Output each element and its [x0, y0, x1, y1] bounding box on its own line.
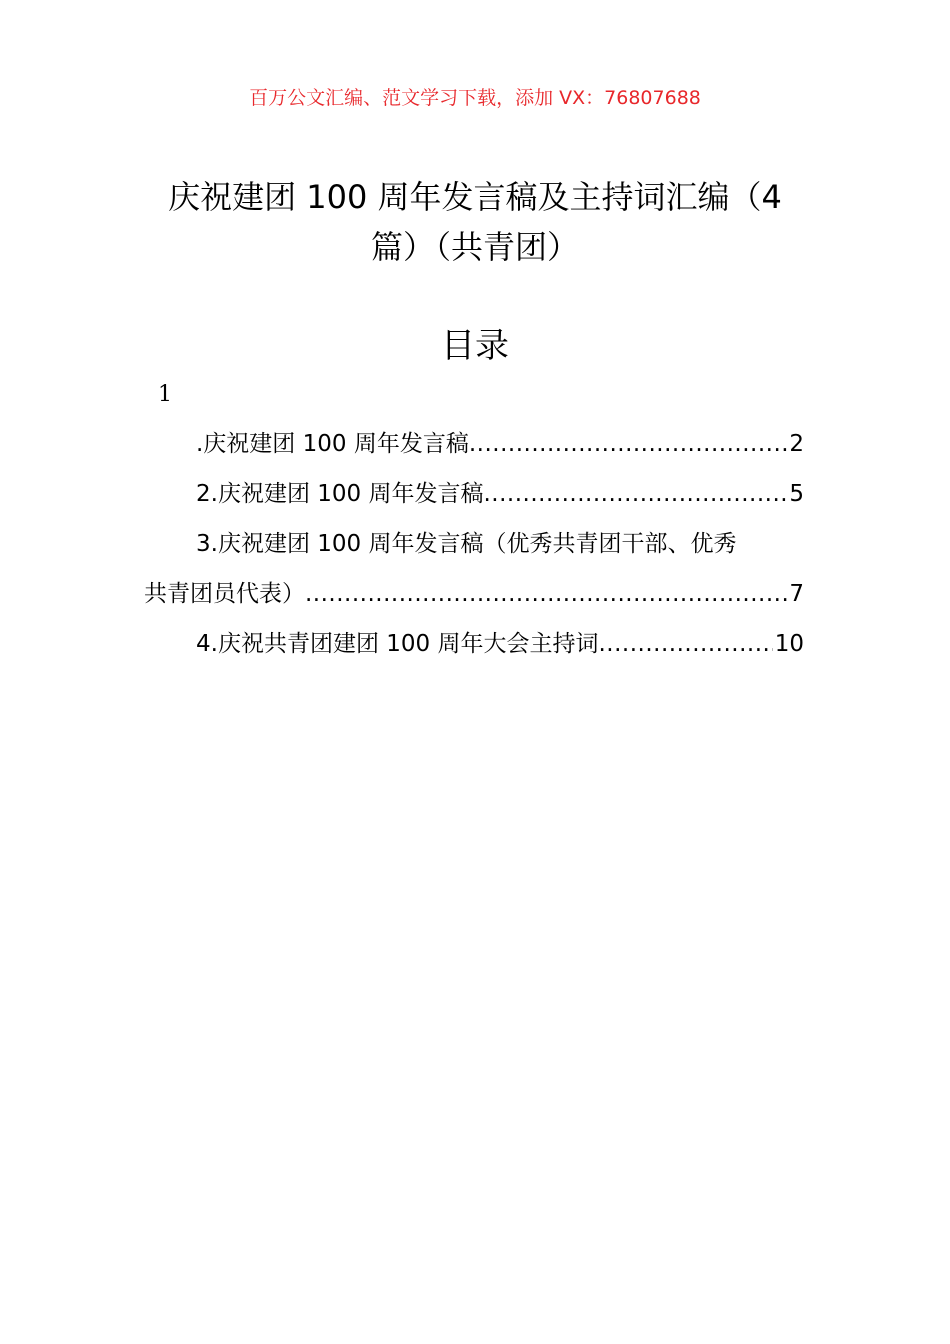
toc-entry-title: 2.庆祝建团 100 周年发言稿 — [196, 481, 484, 507]
toc-dot-leader — [598, 624, 772, 664]
toc-dot-leader — [305, 574, 787, 614]
toc-entry-2[interactable] — [196, 474, 804, 514]
toc-page-number: 7 — [789, 581, 804, 607]
toc-entry-title-continued: 共青团员代表） — [144, 581, 305, 607]
toc-entry-1[interactable] — [196, 424, 804, 464]
toc-heading: 目录 — [441, 326, 509, 366]
toc-stray-number: 1 — [158, 382, 172, 407]
toc-entry-4[interactable] — [196, 624, 804, 664]
toc-page-number: 10 — [774, 631, 804, 657]
header-watermark-note: 百万公文汇编、范文学习下载，添加 VX：76807688 — [249, 87, 701, 109]
toc-dot-leader — [483, 474, 787, 514]
toc-page-number: 5 — [789, 481, 804, 507]
document-title-line-1: 庆祝建团 100 周年发言稿及主持词汇编（4 — [168, 178, 782, 216]
toc-entry-title: .庆祝建团 100 周年发言稿 — [196, 431, 469, 457]
toc-entry-title: 4.庆祝共青团建团 100 周年大会主持词 — [196, 631, 599, 657]
toc-page-number: 2 — [789, 431, 804, 457]
document-title-line-2: 篇）（共青团） — [370, 228, 579, 266]
toc-entry-3-line-1[interactable] — [196, 524, 804, 564]
toc-entry-title: 3.庆祝建团 100 周年发言稿（优秀共青团干部、优秀 — [196, 531, 737, 557]
toc-dot-leader — [469, 424, 788, 464]
toc-entry-3-line-2[interactable] — [144, 574, 804, 614]
